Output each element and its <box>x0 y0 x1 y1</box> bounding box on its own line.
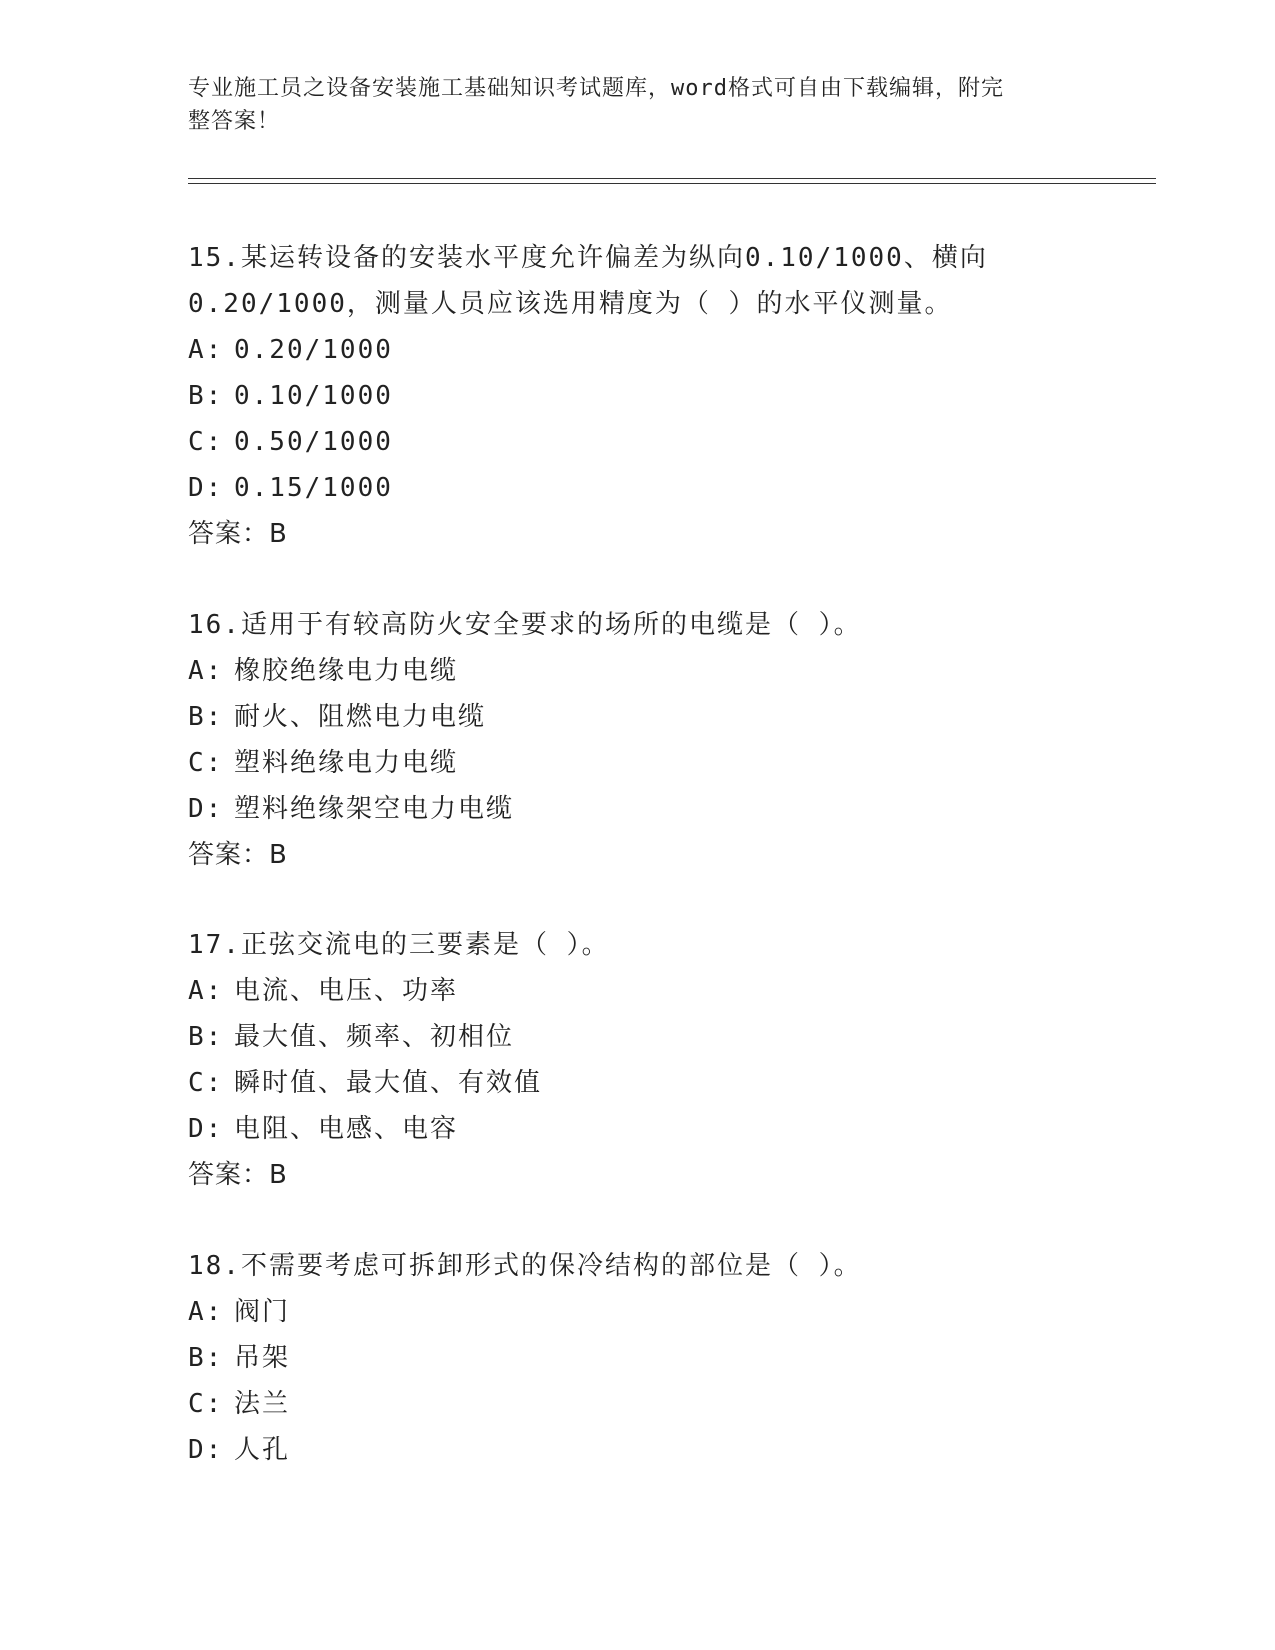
question-text-continued: 0.20/1000，测量人员应该选用精度为（ ）的水平仪测量。 <box>188 289 953 319</box>
option-b <box>188 694 1148 740</box>
option-letter: A: <box>188 656 224 686</box>
option-a <box>188 648 1148 694</box>
option-letter: A: <box>188 335 224 365</box>
answer-line: 答案：B <box>188 519 288 549</box>
option-letter: B: <box>188 1343 224 1373</box>
option-text: 0.10/1000 <box>234 381 393 411</box>
question-18 <box>188 1243 1148 1473</box>
option-text: 瞬时值、最大值、有效值 <box>234 1068 543 1098</box>
option-a <box>188 327 1148 373</box>
option-b <box>188 1335 1148 1381</box>
option-c <box>188 740 1148 786</box>
question-text: 18.不需要考虑可拆卸形式的保冷结构的部位是（ ）。 <box>188 1251 862 1281</box>
answer-line: 答案：B <box>188 840 288 870</box>
question-16 <box>188 602 1148 878</box>
option-letter: D: <box>188 1435 224 1465</box>
option-text: 人孔 <box>234 1435 291 1465</box>
option-text: 电流、电压、功率 <box>234 976 459 1006</box>
question-text: 15.某运转设备的安装水平度允许偏差为纵向0.10/1000、横向 <box>188 243 988 273</box>
option-text: 0.20/1000 <box>234 335 393 365</box>
option-text: 最大值、频率、初相位 <box>234 1022 515 1052</box>
option-b <box>188 373 1148 419</box>
option-c <box>188 419 1148 465</box>
option-letter: C: <box>188 1389 224 1419</box>
option-letter: B: <box>188 1022 224 1052</box>
option-d <box>188 786 1148 832</box>
option-letter: A: <box>188 976 224 1006</box>
question-15 <box>188 235 1148 557</box>
question-text: 16.适用于有较高防火安全要求的场所的电缆是（ ）。 <box>188 610 862 640</box>
option-letter: A: <box>188 1297 224 1327</box>
option-text: 塑料绝缘架空电力电缆 <box>234 794 515 824</box>
option-c <box>188 1381 1148 1427</box>
option-d <box>188 1106 1148 1152</box>
document-header <box>188 72 1088 138</box>
header-divider-bottom <box>188 183 1156 184</box>
option-text: 橡胶绝缘电力电缆 <box>234 656 459 686</box>
option-text: 耐火、阻燃电力电缆 <box>234 702 487 732</box>
question-17 <box>188 922 1148 1198</box>
header-line-2: 整答案！ <box>188 109 281 134</box>
option-letter: C: <box>188 1068 224 1098</box>
option-letter: B: <box>188 702 224 732</box>
option-text: 0.15/1000 <box>234 473 393 503</box>
option-d <box>188 465 1148 511</box>
option-letter: C: <box>188 427 224 457</box>
option-a <box>188 1289 1148 1335</box>
option-letter: B: <box>188 381 224 411</box>
option-text: 阀门 <box>234 1297 291 1327</box>
option-text: 法兰 <box>234 1389 291 1419</box>
option-c <box>188 1060 1148 1106</box>
option-a <box>188 968 1148 1014</box>
option-b <box>188 1014 1148 1060</box>
option-letter: D: <box>188 794 224 824</box>
option-text: 塑料绝缘电力电缆 <box>234 748 459 778</box>
option-letter: D: <box>188 473 224 503</box>
option-letter: C: <box>188 748 224 778</box>
option-text: 吊架 <box>234 1343 291 1373</box>
header-divider-top <box>188 178 1156 179</box>
option-d <box>188 1427 1148 1473</box>
option-text: 0.50/1000 <box>234 427 393 457</box>
answer-line: 答案：B <box>188 1160 288 1190</box>
option-letter: D: <box>188 1114 224 1144</box>
option-text: 电阻、电感、电容 <box>234 1114 459 1144</box>
header-line-1: 专业施工员之设备安装施工基础知识考试题库，word格式可自由下载编辑，附完 <box>188 76 1004 101</box>
question-text: 17.正弦交流电的三要素是（ ）。 <box>188 930 610 960</box>
